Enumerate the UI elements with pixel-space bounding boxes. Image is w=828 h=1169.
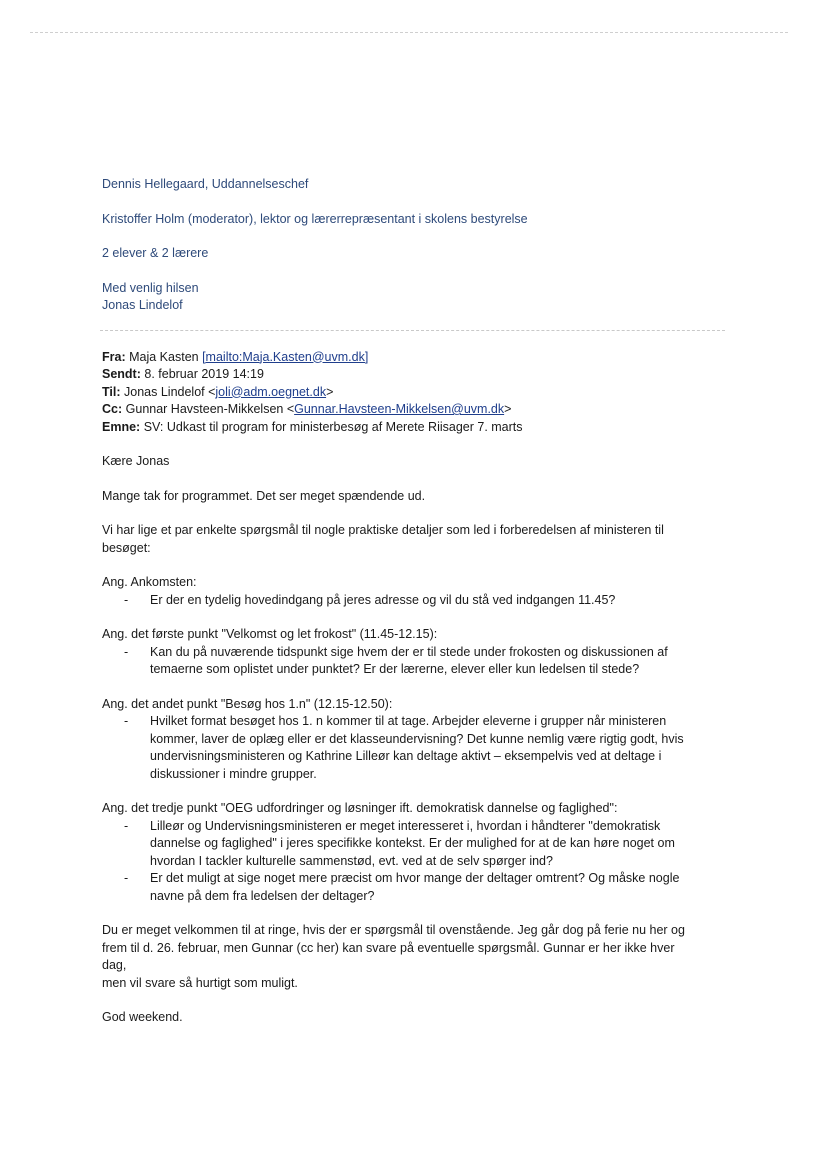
bullet-text: Kan du på nuværende tidspunkt sige hvem der er til stede under frokosten og diskussionen af xyxy=(150,644,668,659)
to-row xyxy=(102,384,702,402)
bullet-dash: - xyxy=(124,644,129,659)
signature-block xyxy=(102,176,702,315)
cc-row xyxy=(102,401,702,419)
subject-row xyxy=(102,419,702,437)
list-item xyxy=(102,713,702,783)
section-oeg-title: Ang. det tredje punkt "OEG udfordringer og løsninger ift. demokratisk dannelse og faglighed": xyxy=(102,801,618,815)
bullet-dash: - xyxy=(124,818,129,833)
paragraph-contact-3: men vil svare så hurtigt som muligt. xyxy=(102,975,298,990)
cc-name: Gunnar Havsteen-Mikkelsen < xyxy=(125,402,295,416)
paragraph-contact-1: Du er meget velkommen til at ringe, hvis der er spørgsmål til ovenstående. Jeg går dog på ferie nu her og xyxy=(102,923,685,937)
to-name: Jonas Lindelof < xyxy=(124,384,216,399)
cc-end: > xyxy=(504,402,512,416)
bullet-text: kommer, laver de oplæg eller er det klasseundervisning? Det kunne nemlig være rigtig godt, hvis xyxy=(150,731,684,746)
cc-label: Cc: xyxy=(102,402,123,416)
bullet-text: Er der en tydelig hovedindgang på jeres adresse og vil du stå ved indgangen 11.45? xyxy=(150,592,616,607)
from-name: Maja Kasten xyxy=(129,349,199,364)
paragraph-intro-1: Vi har lige et par enkelte spørgsmål til nogle praktiske detaljer som led i forberedelsen af ministeren til xyxy=(102,523,664,537)
bullet-dash: - xyxy=(124,714,129,728)
email-body xyxy=(102,453,702,1027)
scan-edge-line xyxy=(30,32,788,33)
section-lunch-title: Ang. det første punkt "Velkomst og let frokost" (11.45-12.15): xyxy=(102,627,438,641)
bullet-dash: - xyxy=(124,871,129,885)
list-item xyxy=(102,644,702,679)
closing: Med venlig hilsen xyxy=(102,280,199,295)
to-email-link[interactable]: joli@adm.oegnet.dk xyxy=(215,384,327,399)
bullet-dash: - xyxy=(124,592,129,607)
from-email-link[interactable]: [mailto:Maja.Kasten@uvm.dk] xyxy=(202,349,369,364)
bullet-text: undervisningsministeren og Kathrine Lilleør kan deltage aktivt – eksempelvis ved at deltage i xyxy=(150,749,662,763)
section-class-visit-title: Ang. det andet punkt "Besøg hos 1.n" (12.15-12.50): xyxy=(102,696,393,711)
sender-name: Jonas Lindelof xyxy=(102,298,183,312)
paragraph-intro-2: besøget: xyxy=(102,540,151,555)
subject-value: SV: Udkast til program for ministerbesøg af Merete Riisager 7. marts xyxy=(143,419,523,434)
bullet-text: Er det muligt at sige noget mere præcist om hvor mange der deltager omtrent? Og måske nogle xyxy=(150,871,680,885)
sent-row xyxy=(102,366,702,384)
cc-email-link[interactable]: Gunnar.Havsteen-Mikkelsen@uvm.dk xyxy=(294,402,505,416)
attendee-line-1: Dennis Hellegaard, Uddannelseschef xyxy=(102,177,309,191)
bullet-text: diskussioner i mindre grupper. xyxy=(150,766,317,781)
to-label: Til: xyxy=(102,384,121,399)
sign-off: God weekend. xyxy=(102,1010,183,1024)
header-separator xyxy=(100,330,725,331)
sent-value: 8. februar 2019 14:19 xyxy=(144,367,264,381)
section-arrival-title: Ang. Ankomsten: xyxy=(102,575,197,589)
bullet-text: Lilleør og Undervisningsministeren er meget interesseret i, hvordan i håndterer "demokratisk xyxy=(150,818,661,833)
from-label: Fra: xyxy=(102,349,126,364)
list-item xyxy=(102,818,702,871)
email-header xyxy=(102,349,702,437)
paragraph-contact-2: frem til d. 26. februar, men Gunnar (cc her) kan svare på eventuelle spørgsmål. Gunnar er her ikke hver dag, xyxy=(102,940,675,972)
bullet-text: navne på dem fra ledelsen der deltager? xyxy=(150,888,375,903)
subject-label: Emne: xyxy=(102,419,141,434)
bullet-text: hvordan I tackler kulturelle sammenstød, evt. ved at de selv spørger ind? xyxy=(150,853,553,868)
bullet-text: dannelse og faglighed" i jeres specifikke kontekst. Er der mulighed for at de kan høre noget om xyxy=(150,836,675,850)
attendee-line-2: Kristoffer Holm (moderator), lektor og lærerrepræsentant i skolens bestyrelse xyxy=(102,211,528,226)
attendee-line-3: 2 elever & 2 lærere xyxy=(102,246,209,260)
letter-page xyxy=(102,176,702,1027)
to-end: > xyxy=(326,384,334,399)
list-item xyxy=(102,870,702,905)
greeting: Kære Jonas xyxy=(102,454,170,468)
bullet-text: Hvilket format besøget hos 1. n kommer til at tage. Arbejder eleverne i grupper når ministeren xyxy=(150,714,667,728)
bullet-text: temaerne som oplistet under punktet? Er der lærerne, elever eller kun ledelsen til stede? xyxy=(150,662,640,676)
paragraph-thanks: Mange tak for programmet. Det ser meget spændende ud. xyxy=(102,488,426,503)
from-row xyxy=(102,349,702,367)
list-item xyxy=(102,592,702,610)
sent-label: Sendt: xyxy=(102,367,141,381)
